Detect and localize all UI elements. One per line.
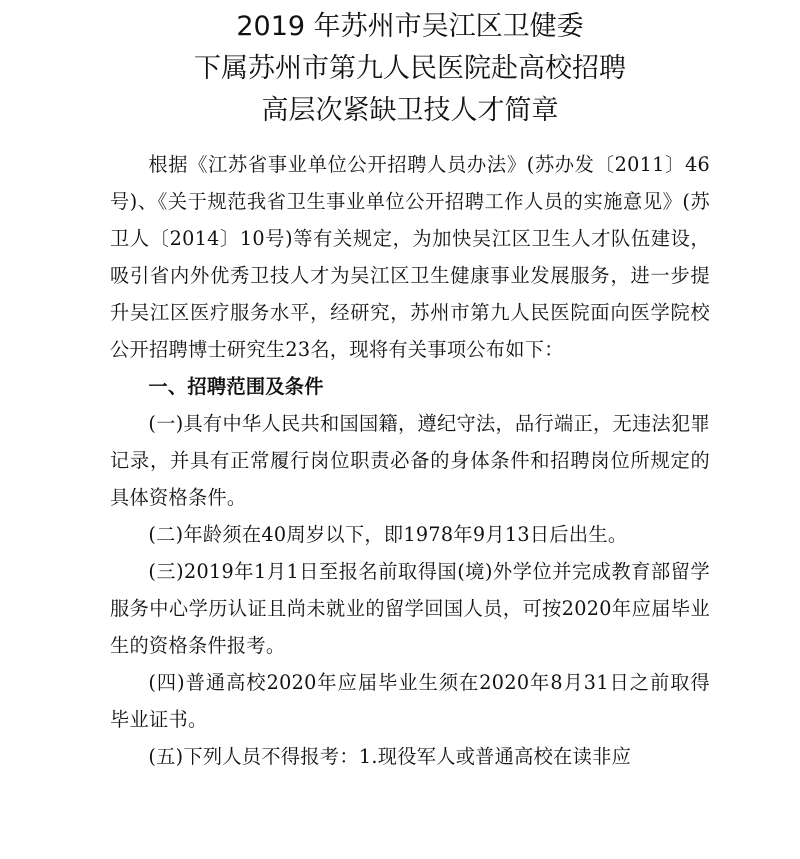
document-body <box>110 146 710 775</box>
section-heading-recruitment-scope: 一、招聘范围及条件 <box>148 375 324 398</box>
condition-item-4: (四)普通高校2020年应届毕业生须在2020年8月31日之前取得毕业证书。 <box>110 671 710 731</box>
condition-item-3: (三)2019年1月1日至报名前取得国(境)外学位并完成教育部留学服务中心学历认证且尚未就业的留学回国人员，可按2020年应届毕业生的资格条件报考。 <box>110 560 710 657</box>
title-line-2: 下属苏州市第九人民医院赴高校招聘 <box>194 53 626 84</box>
title-line-3: 高层次紧缺卫技人才简章 <box>261 95 559 126</box>
intro-paragraph: 根据《江苏省事业单位公开招聘人员办法》(苏办发〔2011〕46号)、《关于规范我省卫生事业单位公开招聘工作人员的实施意见》(苏卫人〔2014〕10号)等有关规定，为加快吴江区卫生人才队伍建设，吸引省内外优秀卫技人才为吴江区卫生健康事业发展服务，进一步提升吴江区医疗服务水平，经研究，苏州市第九人民医院面向医学院校公开招聘博士研究生23名，现将有关事项公布如下： <box>110 153 710 361</box>
document-title <box>110 0 710 132</box>
condition-item-5: (五)下列人员不得报考：1.现役军人或普通高校在读非应 <box>148 745 632 768</box>
condition-item-2: (二)年龄须在40周岁以下，即1978年9月13日后出生。 <box>148 523 628 546</box>
title-line-1: 2019 年苏州市吴江区卫健委 <box>236 11 584 42</box>
condition-item-1: (一)具有中华人民共和国国籍，遵纪守法，品行端正，无违法犯罪记录，并具有正常履行岗位职责必备的身体条件和招聘岗位所规定的具体资格条件。 <box>110 412 710 509</box>
